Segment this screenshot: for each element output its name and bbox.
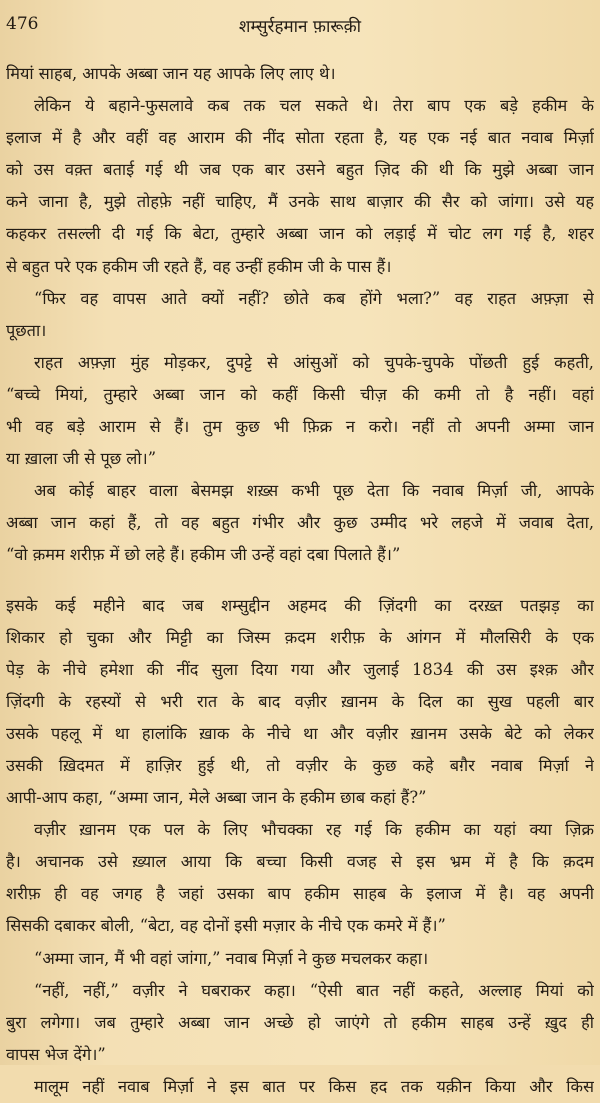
body-text: [6, 58, 594, 1103]
text-line: मियां साहब, आपके अब्बा जान यह आपके लिए लाए थे।: [6, 64, 336, 83]
text-line: इसके कई महीने बाद जब शम्सुद्दीन अहमद की ज़िंदगी का दरख़्त पतझड़ का: [6, 595, 594, 615]
text-line: लेकिन ये बहाने-फुसलावे कब तक चल सकते थे। तेरा बाप एक बड़े हकीम के: [34, 96, 594, 116]
text-line: सिसकी दबाकर बोली, “बेटा, वह दोनों इसी मज़ार के नीचे एक कमरे में हैं।”: [6, 916, 446, 936]
text-line: “वो क़मम शरीफ़ में छो लहे हैं। हकीम जी उन्हें वहां दबा पिलाते हैं।”: [6, 545, 401, 565]
text-line: कहकर तसल्ली दी गई कि बेटा, तुम्हारे अब्बा जान को लड़ाई में चोट लग गई है, शहर: [6, 224, 594, 244]
text-line: “अम्मा जान, मैं भी वहां जांगा,” नवाब मिर्ज़ा ने कुछ मचलकर कहा।: [34, 948, 429, 968]
text-line: है। अचानक उसे ख़्याल आया कि बच्चा किसी वजह से इस भ्रम में है कि क़दम: [6, 852, 594, 872]
text-line: बुरा लगेगा। जब तुम्हारे अब्बा जान अच्छे हो जाएंगे तो हकीम साहब उन्हें ख़ुद ही: [6, 1012, 594, 1032]
text-line: “बच्चे मियां, तुम्हारे अब्बा जान को कहीं किसी चीज़ की कमी तो है नहीं। वहां: [6, 384, 594, 404]
text-line: पूछता।: [6, 320, 47, 340]
text-line: कने जाना है, मुझे तोहफ़े नहीं चाहिए, मैं उनके साथ बाज़ार की सैर को जांगा। उसे यह: [6, 192, 594, 212]
text-line: से बहुत परे एक हकीम जी रहते हैं, वह उन्हीं हकीम जी के पास हैं।: [6, 256, 392, 276]
text-line: अब्बा जान कहां हैं, तो वह बहुत गंभीर और कुछ उम्मीद भरे लहजे में जवाब देता,: [6, 513, 594, 533]
text-line: ज़िंदगी के रहस्यों से भरी रात के बाद वज़ीर ख़ानम के दिल का सुख पहली बार: [6, 691, 594, 711]
text-line: भी वह बड़े आराम से हैं। तुम कुछ भी फ़िक्र न करो। नहीं तो अपनी अम्मा जान: [6, 417, 594, 437]
text-line: शरीफ़ ही वह जगह है जहां उसका बाप हकीम साहब के इलाज में है। वह अपनी: [6, 884, 594, 904]
text-line: “नहीं, नहीं,” वज़ीर ने घबराकर कहा। “ऐसी बात नहीं कहते, अल्लाह मियां को: [34, 980, 594, 1000]
page-header: [6, 14, 594, 40]
page-number: 476: [6, 14, 39, 34]
text-line: को उस वक़्त बताई गई थी जब एक बार उसने बहुत ज़िद की थी कि मुझे अब्बा जान: [6, 160, 594, 180]
text-line: मालूम नहीं नवाब मिर्ज़ा ने इस बात पर किस हद तक यक़ीन किया और किस: [34, 1076, 594, 1096]
text-line: राहत अफ़्ज़ा मुंह मोड़कर, दुपट्टे से आंसुओं को चुपके-चुपके पोंछती हुई कहती,: [34, 352, 594, 372]
text-line: “फिर वह वापस आते क्यों नहीं? छोते कब होंगे भला?” वह राहत अफ़्ज़ा से: [34, 288, 594, 308]
text-line: उसके पहलू में था हालांकि ख़ाक के नीचे था और वज़ीर ख़ानम उसके बेटे को लेकर: [6, 723, 594, 743]
text-line: आपी-आप कहा, “अम्मा जान, मेले अब्बा जान के हकीम छाब कहां हैं?”: [6, 788, 427, 808]
text-line: अब कोई बाहर वाला बेसमझ शख़्स कभी पूछ देता कि नवाब मिर्ज़ा जी, आपके: [34, 481, 594, 501]
text-line: शिकार हो चुका और मिट्टी का जिस्म क़दम शरीफ़ के आंगन में मौलसिरी के एक: [6, 627, 594, 647]
section-break: [6, 572, 594, 590]
text-line: पेड़ के नीचे हमेशा की नींद सुला दिया गया और जुलाई 1834 की उस इश्क़ और: [6, 659, 594, 679]
text-line: इलाज में है और वहीं वह आराम की नींद सोता रहता है, यह एक नई बात नवाब मिर्ज़ा: [6, 128, 594, 148]
text-line: या ख़ाला जी से पूछ लो।”: [6, 449, 157, 469]
text-line: वापस भेज देंगे।”: [6, 1044, 106, 1064]
text-line: वज़ीर ख़ानम एक पल के लिए भौचक्का रह गई कि हकीम का यहां क्या ज़िक्र: [34, 820, 594, 840]
running-title: शम्सुर्रहमान फ़ारूक़ी: [238, 17, 362, 37]
text-line: उसकी ख़िदमत में हाज़िर हुई थी, तो वज़ीर के कुछ कहे बग़ैर नवाब मिर्ज़ा ने: [6, 755, 594, 775]
